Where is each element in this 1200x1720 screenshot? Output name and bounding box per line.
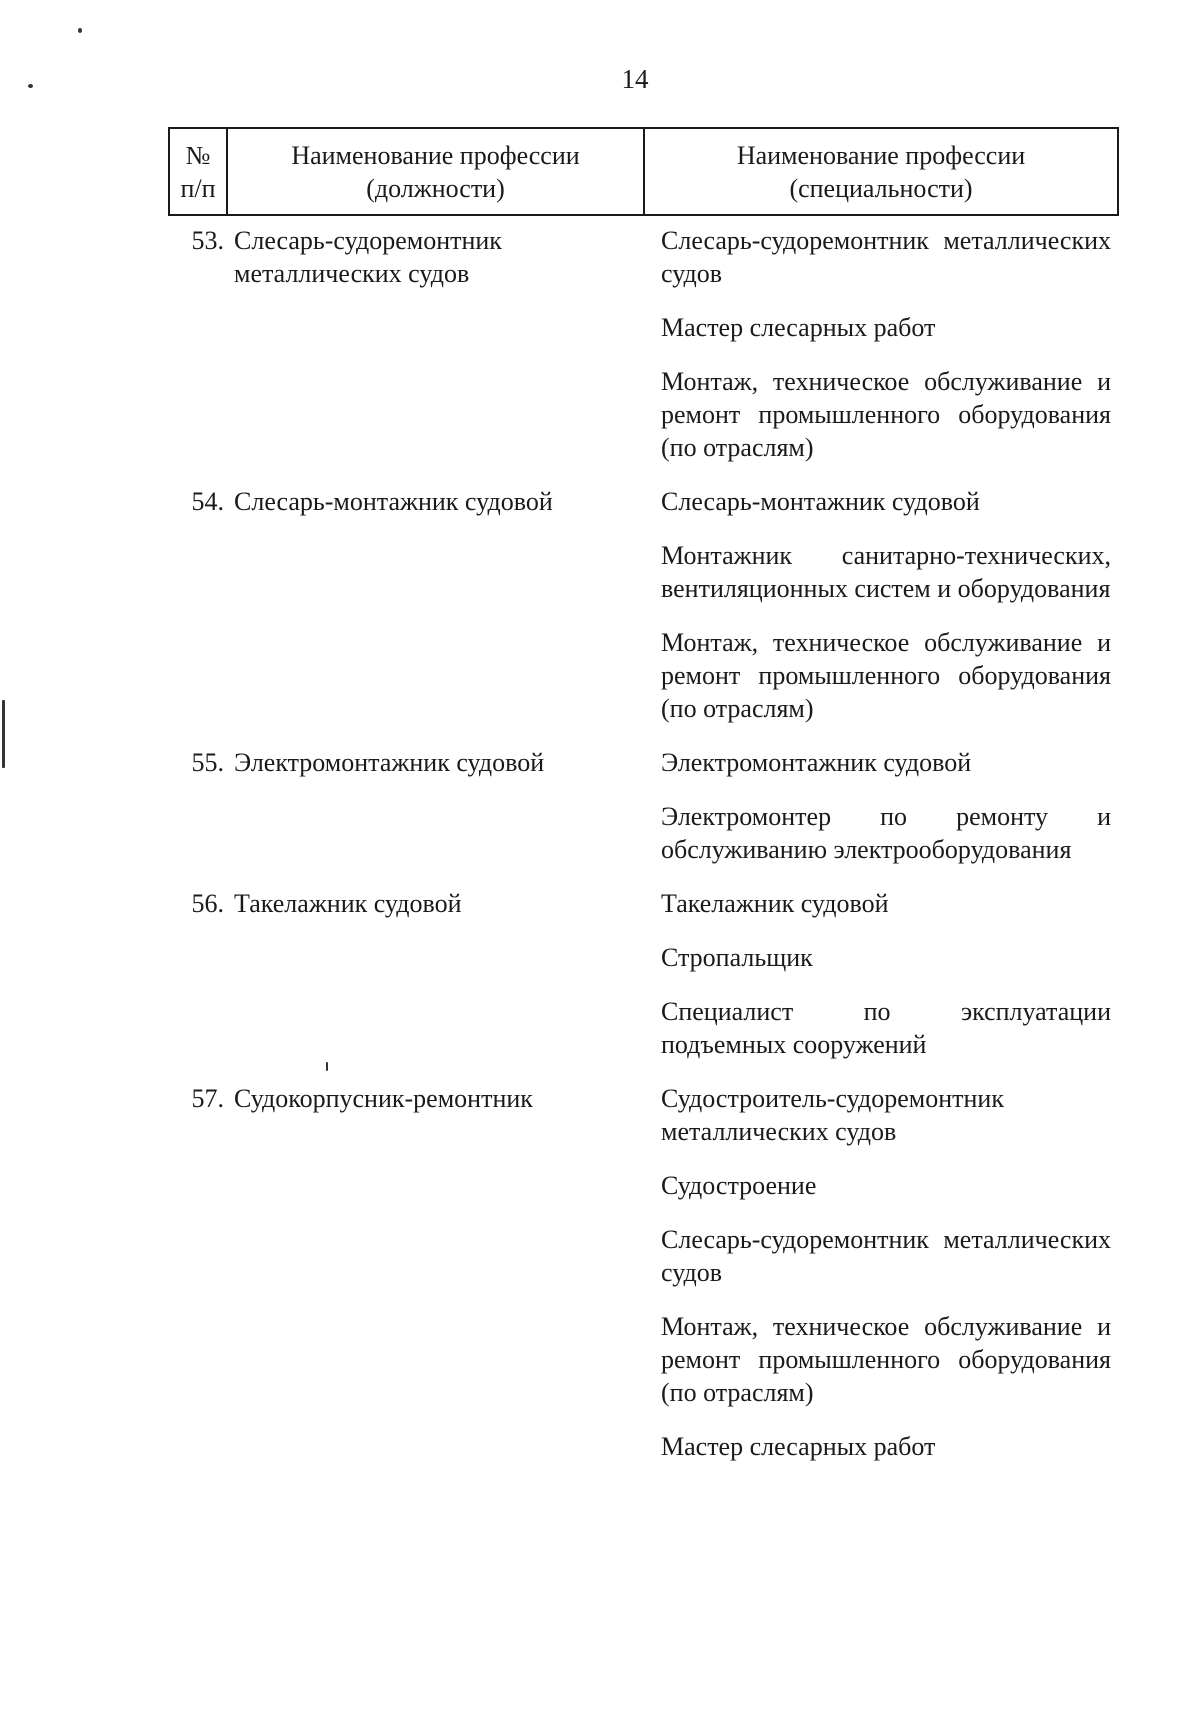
scan-speck: [28, 84, 33, 88]
scan-speck: [326, 1062, 328, 1071]
row-specialties: [643, 746, 1119, 887]
specialty-item: Монтаж, техническое обслуживание и ремонт промышленного оборудования (по отраслям): [661, 628, 1111, 723]
specialty-item: Стропальщик: [661, 943, 813, 972]
table-body: [168, 224, 1119, 1484]
specialty-item: Мастер слесарных работ: [661, 313, 936, 342]
specialty-item: Специалист по эксплуатации подъемных сооружений: [661, 997, 1111, 1059]
specialty-item: Судостроитель-судоремонтник металлических судов: [661, 1084, 1004, 1146]
specialty-item: Такелажник судовой: [661, 889, 889, 918]
row-profession: Такелажник судовой: [234, 889, 462, 918]
row-number: 57.: [191, 1084, 224, 1113]
specialty-item: Электромонтер по ремонту и обслуживанию электрооборудования: [661, 802, 1111, 864]
row-specialties: [643, 887, 1119, 1082]
table-row: [168, 224, 1119, 485]
specialty-item: Слесарь-монтажник судовой: [661, 487, 980, 516]
table-row: [168, 887, 1119, 1082]
row-profession: Слесарь-судоремонтник металлических судов: [234, 226, 502, 288]
specialty-item: Монтажник санитарно-технических, вентиляционных систем и оборудования: [661, 541, 1111, 603]
specialty-item: Монтаж, техническое обслуживание и ремонт промышленного оборудования (по отраслям): [661, 367, 1111, 462]
row-specialties: [643, 224, 1119, 485]
table-row: [168, 746, 1119, 887]
row-number: 54.: [191, 487, 224, 516]
table-row: [168, 1082, 1119, 1484]
specialty-item: Мастер слесарных работ: [661, 1432, 936, 1461]
page-number: 14: [621, 64, 649, 94]
row-number: 56.: [191, 889, 224, 918]
table-row: [168, 485, 1119, 746]
specialty-item: Судостроение: [661, 1171, 817, 1200]
row-profession: Электромонтажник судовой: [234, 748, 545, 777]
header-specialty: Наименование профессии (специальности): [736, 140, 1026, 203]
scan-speck: [2, 700, 5, 768]
row-number: 55.: [191, 748, 224, 777]
scan-speck: [78, 28, 82, 33]
row-number: 53.: [191, 226, 224, 255]
specialty-item: Электромонтажник судовой: [661, 748, 972, 777]
row-profession: Слесарь-монтажник судовой: [234, 487, 553, 516]
specialty-item: Слесарь-судоремонтник металлических судов: [661, 226, 1111, 288]
table-header: [168, 127, 1119, 216]
specialty-item: Слесарь-судоремонтник металлических судов: [661, 1225, 1111, 1287]
specialty-item: Монтаж, техническое обслуживание и ремонт промышленного оборудования (по отраслям): [661, 1312, 1111, 1407]
row-specialties: [643, 485, 1119, 746]
header-number: № п/п: [170, 129, 228, 214]
row-specialties: [643, 1082, 1119, 1484]
header-profession: Наименование профессии (должности): [228, 129, 645, 214]
row-profession: Судокорпусник-ремонтник: [234, 1084, 533, 1113]
